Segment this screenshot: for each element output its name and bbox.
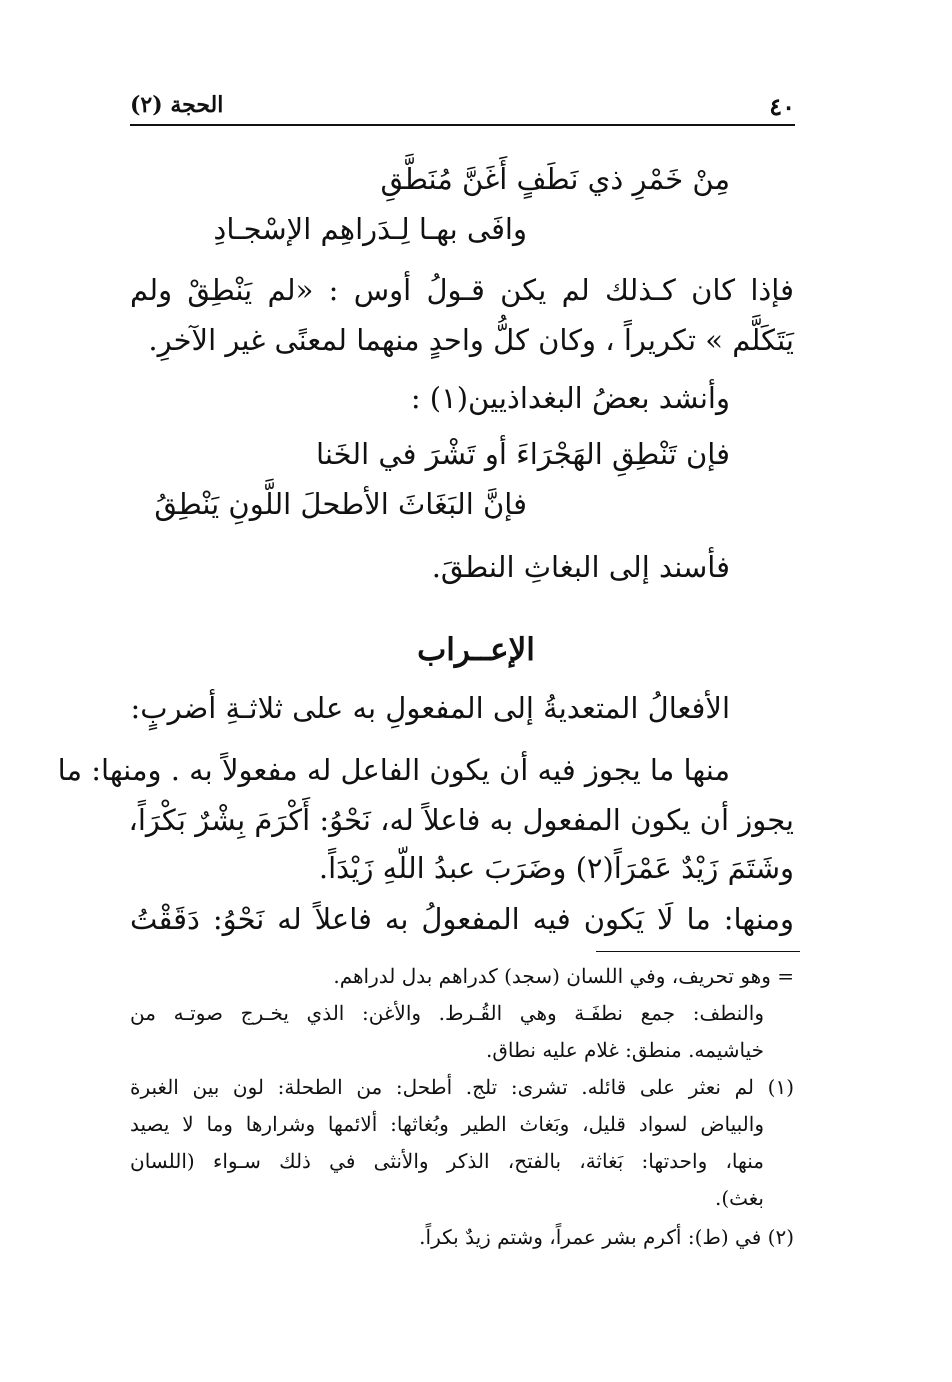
paragraph1-line2: يَتَكَلَّم » تكريراً ، وكان كلُّ واحدٍ منهما لمعنًى غير الآخرِ. [148,323,794,357]
paragraph4: ومنها: ما لَا يَكون فيه المفعولُ به فاعلاً له نَحْوُ: دَقَقْتُ [130,902,794,936]
verse1-line1: مِنْ خَمْرِ ذي نَطَفٍ أَغَنَّ مُنَطَّقِ [380,162,730,196]
paragraph2: الأفعالُ المتعديةُ إلى المفعولِ به على ثلاثـةِ أضربٍ: [130,691,730,725]
footnote-continuation-line2: والنطف: جمع نطفَـة وهي القُـرط. والأغن: الذي يخـرج صوتـه من [130,1001,764,1025]
section-heading: الإعــراب [417,632,535,668]
recital-intro: وأنشد بعضُ البغداذيين(١) : [410,381,730,415]
paragraph3-line3: وشَتَمَ زَيْدٌ عَمْرَاً(٢) وضَرَبَ عبدُ اللّهِ زَيْدَاً. [318,851,794,885]
conclusion-line: فأسند إلى البغاثِ النطقَ. [431,550,730,584]
footnote-1-line3: منها، واحدتها: بَغاثة، بالفتح، الذكر والأنثى في ذلك سـواء (اللسان [130,1149,764,1173]
verse2-line2: فإنَّ البَغَاثَ الأطحلَ اللَّونِ يَنْطِقُ [154,487,527,521]
footnote-continuation-line3: خياشيمه. منطق: غلام عليه نطاق. [486,1038,764,1062]
verse1-line2: وافَى بهـا لِـدَراهِم الإسْجـادِ [213,212,527,246]
footnote-1-line4: بغث). [714,1186,764,1210]
running-title: الحجة (٢) [130,92,224,118]
paragraph3-line2: يجوز أن يكون المفعول به فاعلاً له، نَحْوُ: أَكْرَمَ بِشْرٌ بَكْرَاً، [128,803,794,837]
paragraph3-line1: منها ما يجوز فيه أن يكون الفاعل له مفعولاً به . ومنها: ما [57,753,730,787]
footnote-2: (٢) في (ط): أكرم بشر عمراً، وشتم زيدٌ بكراً. [419,1225,794,1249]
footnote-continuation: = وهو تحريف، وفي اللسان (سجد) كدراهم بدل لدراهم. [333,964,794,988]
paragraph1-line1: فإذا كان كـذلك لم يكن قـولُ أوس : «لم يَنْطِقْ ولم [130,273,794,307]
footnote-1-line1: (١) لم نعثر على قائله. تشرى: تلج. أطحل: من الطحلة: لون بين الغبرة [130,1075,794,1099]
verse2-line1: فإن تَنْطِقِ الهَجْرَاءَ أو تَشْرَ في الخَنا [315,437,730,471]
footnote-1-line2: والبياض لسواد قليل، وبَغاث الطير وبُغاثها: ألائمها وشرارها وما لا يصيد [130,1112,764,1136]
page-header [130,92,795,126]
page-number: ٤٠ [769,92,795,121]
footnote-separator [596,951,800,952]
